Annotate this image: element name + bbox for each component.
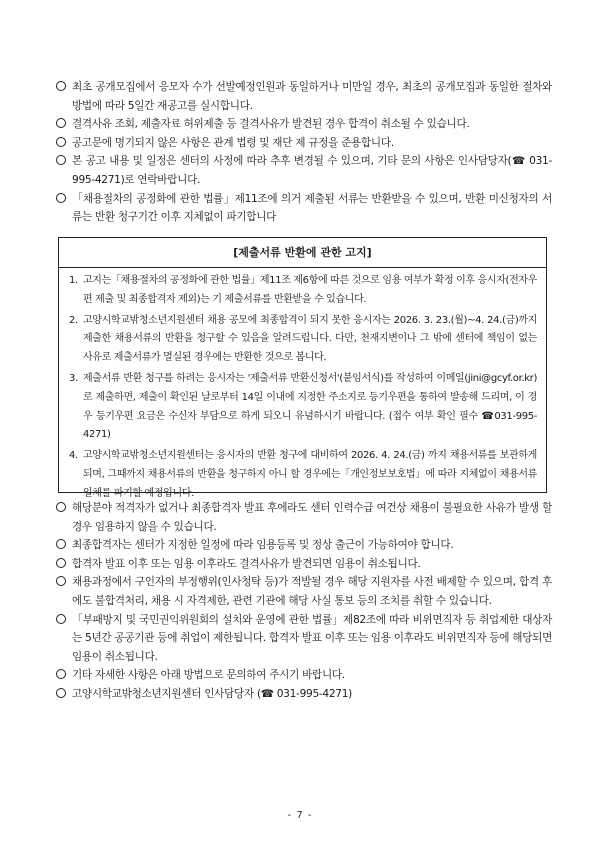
bullet-item [56,190,552,227]
bullet-list-top [56,78,552,227]
notice-item [69,447,537,503]
page-number: - 7 - [287,810,313,821]
bullet-text: 최종합격자는 센터가 지정한 일정에 따라 임용등록 및 정상 출근이 가능하여야 합니다. [72,539,454,552]
circle-bullet-icon [56,137,66,147]
notice-item-text: 고양시학교밖청소년지원센터 채용 공모에 최종합격이 되지 못한 응시자는 2026. 3. 23.(월)~4. 24.(금)까지 제출한 채용서류의 반환을 청구할 수 있음을 알려드립니다. 다만, 천재지변이나 그 밖에 센터에 책임이 없는 사유로 제출서류가 멸실된 경우에는 반환한 것으로 봅니다. [83,314,537,364]
bullet-item [56,555,552,574]
bullet-list-bottom [56,499,552,704]
notice-list [69,272,537,506]
notice-divider [59,267,546,268]
circle-bullet-icon [56,614,66,624]
bullet-item [56,685,552,704]
circle-bullet-icon [56,539,66,549]
circle-bullet-icon [56,193,66,203]
circle-bullet-icon [56,502,66,512]
notice-item-number: 4. [69,450,78,462]
bullet-text: 공고문에 명기되지 않은 사항은 관계 법령 및 재단 제 규정을 준용합니다. [72,136,394,149]
notice-item-number: 1. [69,275,78,286]
document-return-notice-box [58,237,547,499]
notice-item-text: 제출서류 반환 청구를 하려는 응시자는 '제출서류 반환신청서'(붙임서식)를 작성하여 이메일(jini@gcyf.or.kr)로 제출하면, 제출이 확인된 날로부터 14일 이내에 지정한 주소지로 등기우편을 통하여 발송해 드리며, 이 경우 등기우편 요금은 수신자 부담으로 하게 되오니 유념하시기 바랍니다. (접수 여부 확인 필수 ☎031-995-4271) [83,372,537,441]
bullet-text: 본 공고 내용 및 일정은 센터의 사정에 따라 추후 변경될 수 있으며, 기타 문의 사항은 인사담당자(☎ 031-995-4271)로 연락바랍니다. [72,155,552,186]
circle-bullet-icon [56,118,66,128]
circle-bullet-icon [56,155,66,165]
notice-item [69,272,537,310]
bullet-item [56,536,552,555]
bullet-text: 해당분야 적격자가 없거나 최종합격자 발표 후에라도 센터 인력수급 여건상 채용이 불필요한 사유가 발생 할 경우 임용하지 않을 수 있습니다. [72,502,552,533]
circle-bullet-icon [56,576,66,586]
bullet-item [56,134,552,153]
bullet-item [56,499,552,536]
bullet-text: 결격사유 조회, 제출자료 허위제출 등 결격사유가 발견된 경우 합격이 취소될 수 있습니다. [72,118,470,131]
circle-bullet-icon [56,688,66,698]
circle-bullet-icon [56,81,66,91]
bullet-text: 「부패방지 및 국민권익위원회의 설치와 운영에 관한 법률」제82조에 따라 비위면직자 등 취업제한 대상자는 5년간 공공기관 등에 취업이 제한됩니다. 합격자 발표 이후 또는 임용 이후라도 비위면직자 등에 해당되면 임용이 취소됩니다. [72,613,552,663]
bullet-text: 최초 공개모집에서 응모자 수가 선발예정인원과 동일하거나 미만일 경우, 최초의 공개모집과 동일한 절차와 방법에 따라 5일간 재공고를 실시합니다. [72,81,552,112]
notice-item [69,312,537,368]
notice-item-text: 고양시학교밖청소년지원센터는 응시자의 반환 청구에 대비하여 2026. 4. 24.(금) 까지 채용서류를 보관하게 되며, 그때까지 채용서류의 반환을 청구하지 아니 할 경우에는「개인정보보호법」에 따라 지체없이 채용서류 일체를 파기할 예정입니다. [83,450,537,499]
notice-item [69,370,537,445]
circle-bullet-icon [56,669,66,679]
bullet-item [56,666,552,685]
bullet-item [56,611,552,667]
bullet-text: 기타 자세한 사항은 아래 방법으로 문의하여 주시기 바랍니다. [72,669,345,682]
bullet-item [56,115,552,134]
bullet-text: 「채용절차의 공정화에 관한 법률」제11조에 의거 제출된 서류는 반환받을 수 있으며, 반환 미신청자의 서류는 반환 청구기간 이후 지체없이 파기합니다 [72,192,552,224]
bullet-item [56,152,552,189]
bullet-item [56,78,552,115]
notice-title: [제출서류 반환에 관한 고지] [233,246,372,259]
circle-bullet-icon [56,558,66,568]
bullet-text: 고양시학교밖청소년지원센터 인사담당자 (☎ 031-995-4271) [72,687,353,700]
bullet-text: 합격자 발표 이후 또는 임용 이후라도 결격사유가 발견되면 임용이 취소됩니다. [72,557,421,570]
notice-item-number: 2. [69,314,78,326]
notice-item-number: 3. [69,372,78,384]
bullet-text: 채용과정에서 구인자의 부정행위(인사청탁 등)가 적발될 경우 해당 지원자를 사전 배제할 수 있으며, 합격 후에도 불합격처리, 채용 시 자격제한, 관련 기관에 해당 사실 통보 등의 조치를 취할 수 있습니다. [72,576,552,607]
notice-item-text: 고지는「채용절차의 공정화에 관한 법률」제11조 제6항에 따른 것으로 임용 여부가 확정 이후 응시자(전자우편 제출 및 최종합격자 제외)는 기 제출서류를 반환받을 수 있습니다. [83,275,537,305]
bullet-item [56,573,552,610]
